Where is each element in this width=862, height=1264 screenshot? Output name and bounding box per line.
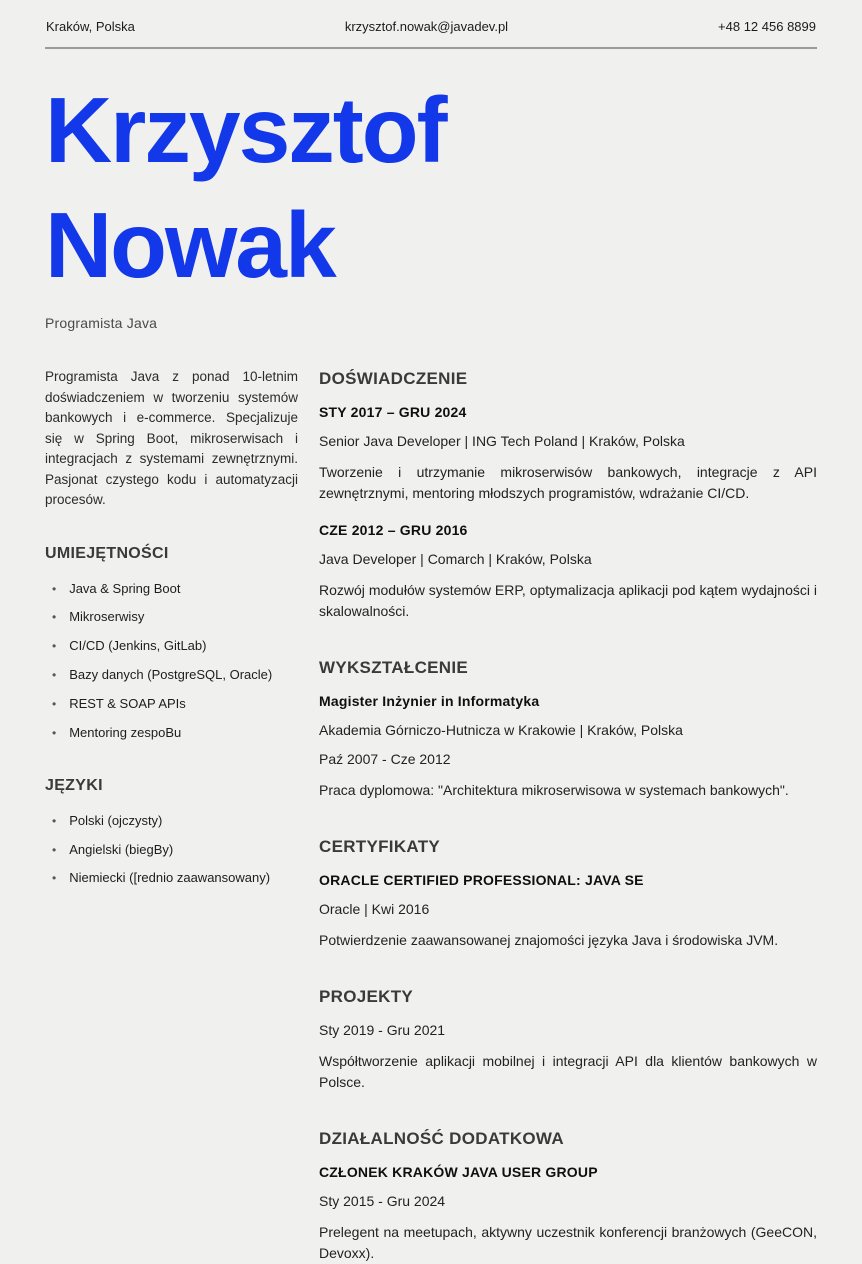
entry-dates: STY 2017 – GRU 2024 [319,404,467,420]
skill-label: REST & SOAP APIs [69,695,186,711]
entry-description: Tworzenie i utrzymanie mikroserwisów bankowych, integracje z API zewnętrznymi, mentoring młodszych programistów, wdrażanie CI/CD. [319,464,817,501]
list-item [45,580,298,599]
list-item [45,869,298,888]
skill-label: Mentoring zespoBu [69,724,182,740]
section-projects [319,987,817,1093]
education-thesis: Praca dyplomowa: "Architektura mikroserwisowa w systemach bankowych". [319,782,789,798]
education-degree: Magister Inżynier in Informatyka [319,693,540,709]
certificates-heading: CERTYFIKATY [319,837,441,856]
additional-heading: DZIAŁALNOŚĆ DODATKOWA [319,1129,564,1148]
education-dates: Paź 2007 - Cze 2012 [319,751,451,767]
list-item [45,812,298,831]
bullet-icon: • [52,813,57,828]
list-item [45,695,298,714]
languages-heading: JĘZYKI [45,776,103,794]
contact-phone: +48 12 456 8899 [718,19,816,34]
experience-entry [319,404,817,504]
bullet-icon: • [52,610,57,625]
additional-dates: Sty 2015 - Gru 2024 [319,1193,446,1209]
certificate-description: Potwierdzenie zaawansowanej znajomości języka Java i środowiska JVM. [319,932,779,948]
bullet-icon: • [52,871,57,886]
language-label: Niemiecki ([rednio zaawansowany) [69,870,271,886]
certificate-name: ORACLE CERTIFIED PROFESSIONAL: JAVA SE [319,872,644,888]
list-item [45,724,298,743]
skill-label: Mikroserwisy [69,609,145,625]
skill-label: CI/CD (Jenkins, GitLab) [69,638,207,654]
projects-heading: PROJEKTY [319,987,414,1006]
content-columns [45,367,817,1264]
summary-paragraph: Programista Java z ponad 10-letnim doświadczeniem w tworzeniu systemów bankowych i e-commerce. Specjalizuje się w Spring Boot, mikroserwisach i integracjach z systemami zewnętrznymi. Pasjonat czystego kodu i automatyzacji procesów. [45,369,298,508]
education-school: Akademia Górniczo-Hutnicza w Krakowie | Kraków, Polska [319,722,683,738]
contact-location: Kraków, Polska [46,19,135,34]
additional-description: Prelegent na meetupach, aktywny uczestnik konferencji branżowych (GeeCON, Devoxx). [319,1224,817,1261]
bullet-icon: • [52,725,57,740]
experience-entry [319,522,817,622]
name-line-1: Krzysztof [45,78,446,182]
page-title [45,73,817,303]
right-column [319,367,817,1264]
bullet-icon: • [52,696,57,711]
certificate-issuer: Oracle | Kwi 2016 [319,901,430,917]
entry-dates: CZE 2012 – GRU 2016 [319,522,468,538]
language-label: Polski (ojczysty) [69,812,163,828]
skill-label: Java & Spring Boot [69,580,181,596]
language-label: Angielski (biegBy) [69,841,174,857]
skill-label: Bazy danych (PostgreSQL, Oracle) [69,667,273,683]
entry-role: Java Developer | Comarch | Kraków, Polska [319,551,592,567]
entry-description: Rozwój modułów systemów ERP, optymalizacja aplikacji pod kątem wydajności i skalowalności. [319,582,817,619]
list-item [45,841,298,860]
left-column [45,367,298,1264]
project-description: Współtworzenie aplikacji mobilnej i integracji API dla klientów bankowych w Polsce. [319,1053,817,1090]
education-heading: WYKSZTAŁCENIE [319,658,469,677]
bullet-icon: • [52,668,57,683]
list-item [45,637,298,656]
experience-heading: DOŚWIADCZENIE [319,369,468,388]
section-experience [319,369,817,622]
list-item [45,608,298,627]
header-divider [45,47,817,49]
bullet-icon: • [52,842,57,857]
skills-list [45,580,298,743]
section-certificates [319,837,817,951]
bullet-icon: • [52,639,57,654]
section-additional-activity [319,1129,817,1264]
name-line-2: Nowak [45,193,335,297]
section-education [319,658,817,801]
job-title: Programista Java [45,315,158,331]
skills-heading: UMIEJĘTNOŚCI [45,544,169,562]
languages-list [45,812,298,889]
list-item [45,666,298,685]
contact-email: krzysztof.nowak@javadev.pl [344,19,509,34]
project-dates: Sty 2019 - Gru 2021 [319,1022,446,1038]
entry-role: Senior Java Developer | ING Tech Poland | Kraków, Polska [319,433,685,449]
additional-role: CZŁONEK KRAKÓW JAVA USER GROUP [319,1164,598,1180]
contact-header [45,0,817,47]
bullet-icon: • [52,581,57,596]
